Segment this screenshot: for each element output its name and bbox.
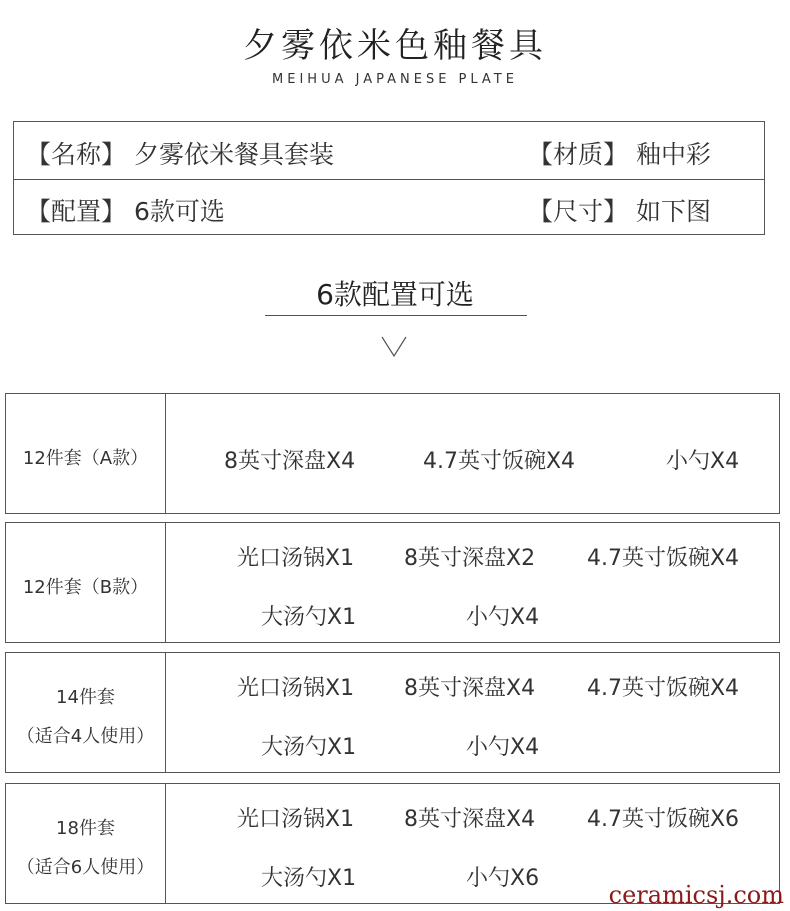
set-row-12b	[5, 522, 780, 643]
set-item: 大汤勺X1	[261, 605, 357, 630]
set-item: 小勺X4	[666, 449, 740, 474]
info-name: 【名称】 夕雾依米餐具套装	[26, 140, 334, 169]
set-item: 8英寸深盘X4	[404, 807, 536, 832]
set-item: 光口汤锅X1	[237, 807, 355, 832]
row-divider	[165, 653, 166, 772]
page-title: 夕雾依米色釉餐具	[243, 26, 547, 66]
row-divider	[165, 523, 166, 642]
set-item: 光口汤锅X1	[237, 546, 355, 571]
set-item: 小勺X6	[466, 866, 540, 891]
row-divider	[165, 394, 166, 513]
set-item: 4.7英寸饭碗X4	[423, 449, 576, 474]
set-item: 大汤勺X1	[261, 735, 357, 760]
set-label: 12件套（A款）	[22, 448, 149, 469]
set-item: 8英寸深盘X4	[224, 449, 356, 474]
info-divider	[14, 179, 764, 180]
set-row-14	[5, 652, 780, 773]
set-label: 18件套	[56, 818, 115, 839]
set-item: 小勺X4	[466, 605, 540, 630]
set-item: 4.7英寸饭碗X4	[587, 546, 740, 571]
info-config: 【配置】 6款可选	[26, 197, 225, 226]
set-item: 4.7英寸饭碗X6	[587, 807, 740, 832]
set-label: 14件套	[56, 687, 115, 708]
product-info-table	[13, 121, 765, 235]
chevron-down-icon	[381, 336, 407, 358]
set-item: 光口汤锅X1	[237, 676, 355, 701]
watermark: ceramicsj.com	[608, 881, 784, 909]
set-item: 小勺X4	[466, 735, 540, 760]
section-underline	[265, 315, 527, 316]
set-note: （适合6人使用）	[16, 857, 155, 878]
page-subtitle: MEIHUA JAPANESE PLATE	[272, 72, 518, 87]
set-item: 4.7英寸饭碗X4	[587, 676, 740, 701]
row-divider	[165, 784, 166, 903]
set-row-12a	[5, 393, 780, 514]
set-item: 8英寸深盘X4	[404, 676, 536, 701]
set-label: 12件套（B款）	[22, 577, 149, 598]
set-item: 8英寸深盘X2	[404, 546, 536, 571]
info-size: 【尺寸】 如下图	[528, 197, 711, 226]
section-title: 6款配置可选	[316, 278, 474, 311]
set-item: 大汤勺X1	[261, 866, 357, 891]
info-material: 【材质】 釉中彩	[528, 140, 711, 169]
set-note: （适合4人使用）	[16, 726, 155, 747]
